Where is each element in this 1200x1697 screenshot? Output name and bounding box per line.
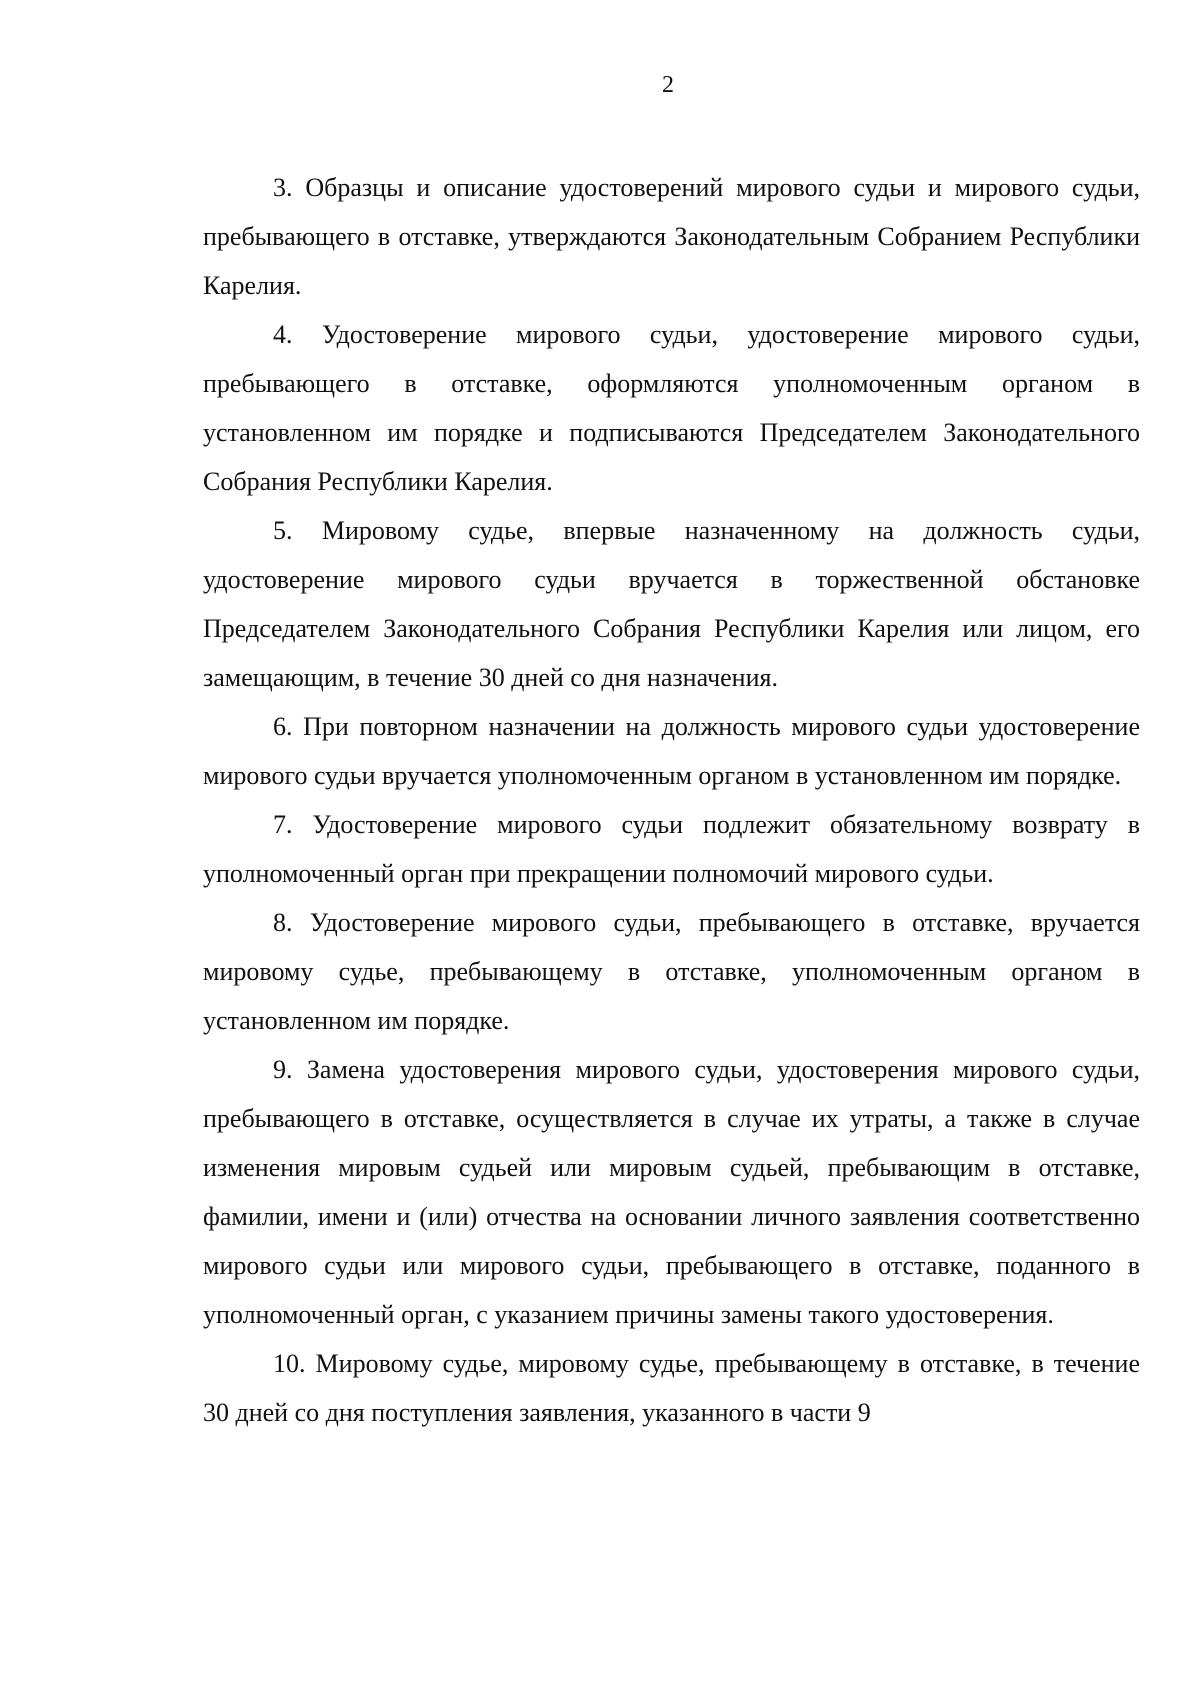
paragraph-3: 3. Образцы и описание удостоверений мирового судьи и мирового судьи, пребывающего в отставке, утверждаются Законодательным Собранием Республики Карелия. <box>203 173 1140 300</box>
document-body <box>203 163 1140 1437</box>
paragraph-7: 7. Удостоверение мирового судьи подлежит обязательному возврату в уполномоченный орган при прекращении полномочий мирового судьи. <box>203 810 1140 888</box>
paragraph-5: 5. Мировому судье, впервые назначенному на должность судьи, удостоверение мирового судьи вручается в торжественной обстановке Председателем Законодательного Собрания Республики Карелия или лицом, его замещающим, в течение 30 дней со дня назначения. <box>203 516 1140 692</box>
page-number: 2 <box>662 72 674 98</box>
paragraph-4: 4. Удостоверение мирового судьи, удостоверение мирового судьи, пребывающего в отставке, оформляются уполномоченным органом в установленном им порядке и подписываются Председателем Законодательного Собрания Республики Карелия. <box>203 320 1140 496</box>
paragraph-6: 6. При повторном назначении на должность мирового судьи удостоверение мирового судьи вручается уполномоченным органом в установленном им порядке. <box>203 712 1140 790</box>
paragraph-10: 10. Мировому судье, мировому судье, пребывающему в отставке, в течение 30 дней со дня поступления заявления, указанного в части 9 <box>203 1349 1140 1427</box>
paragraph-8: 8. Удостоверение мирового судьи, пребывающего в отставке, вручается мировому судье, пребывающему в отставке, уполномоченным органом в установленном им порядке. <box>203 908 1140 1035</box>
paragraph-9: 9. Замена удостоверения мирового судьи, удостоверения мирового судьи, пребывающего в отставке, осуществляется в случае их утраты, а также в случае изменения мировым судьей или мировым судьей, пребывающим в отставке, фамилии, имени и (или) отчества на основании личного заявления соответственно мирового судьи или мирового судьи, пребывающего в отставке, поданного в уполномоченный орган, с указанием причины замены такого удостоверения. <box>203 1055 1140 1329</box>
